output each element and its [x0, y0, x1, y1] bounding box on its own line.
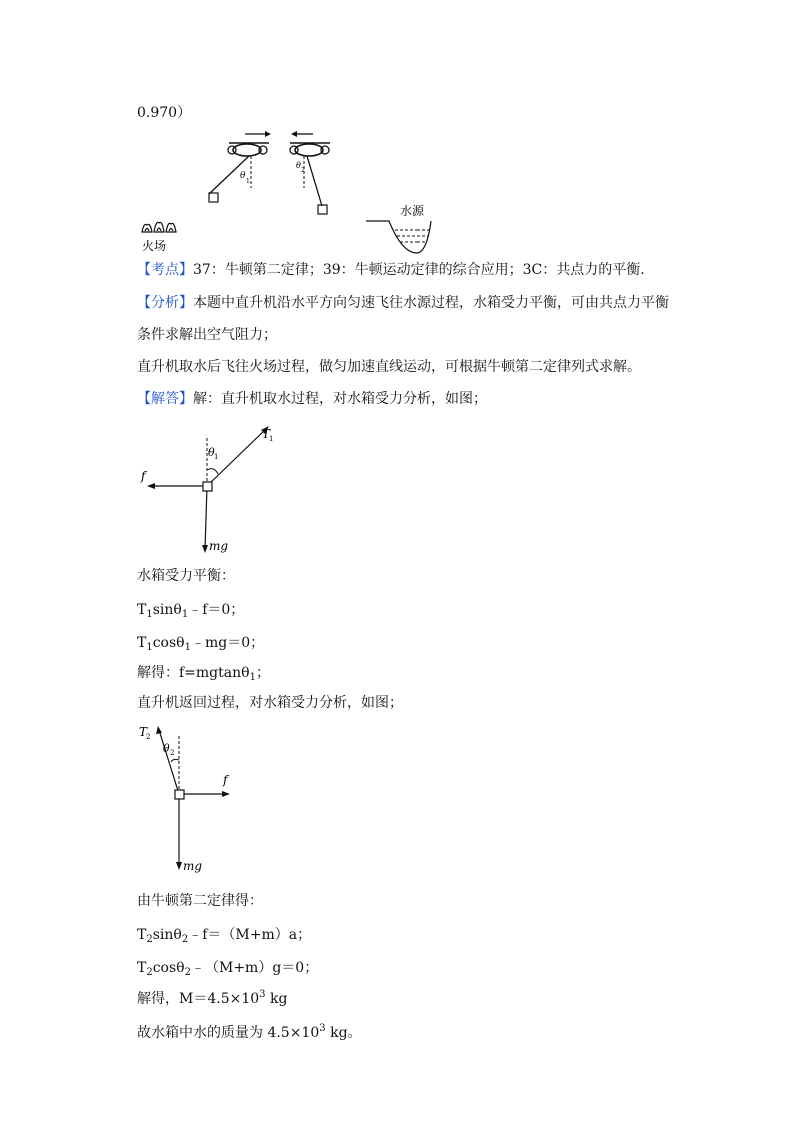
fig3-f: f: [223, 773, 228, 787]
fenxi-text1: 本题中直升机沿水平方向匀速飞往水源过程，水箱受力平衡，可由共点力平衡: [193, 295, 669, 311]
fig3-theta-sub: 2: [170, 749, 175, 757]
kaodian-line: [137, 261, 645, 279]
jieda-line: [137, 390, 487, 408]
fire-label: 火场: [142, 239, 167, 253]
force-diagram-2: [137, 722, 247, 877]
return-text: 直升机返回过程，对水箱受力分析，如图；: [137, 695, 403, 711]
fig3-T: T: [139, 725, 148, 739]
water-pond-edge: [417, 126, 437, 256]
fire-icon: [142, 222, 176, 232]
kaodian-text: 37：牛顿第二定律；39：牛顿运动定律的综合应用；3C：共点力的平衡.: [193, 262, 645, 278]
fig3-T-sub: 2: [146, 733, 151, 741]
fig3-mg: mg: [183, 859, 203, 873]
fig2-f: f: [141, 469, 146, 483]
fig2-theta: θ: [208, 446, 215, 459]
eq4: $T_2\sin\theta_2﹣f=(M+m)a$；: [137, 927, 312, 945]
fig1-theta2-sub: 2: [301, 167, 305, 174]
force-diagram-1: [137, 418, 297, 563]
eq5: $T_2\cos\theta_2﹣(M+m)g=0$；: [137, 960, 319, 978]
eq1: $T_1\sin\theta_1﹣f=0$；: [137, 602, 245, 620]
fig1-theta1: θ: [240, 171, 246, 181]
fig3-theta: θ: [163, 742, 170, 755]
kaodian-tag: 【考点】: [137, 262, 193, 278]
fenxi-tag: 【分析】: [137, 295, 193, 311]
water-pond-icon: [366, 221, 417, 253]
fig2-T: T: [262, 427, 271, 441]
water-box-2: [318, 205, 327, 214]
balance-label: 水箱受力平衡：: [137, 568, 235, 584]
eq2: $T_1\cos\theta_1﹣mg=0$；: [137, 635, 265, 653]
water-label: 水源: [400, 204, 425, 218]
fig2-mg: mg: [209, 539, 229, 553]
helicopter-1-icon: [228, 143, 269, 156]
fig2-T-sub: 1: [269, 435, 274, 443]
svg-text:θ: θ: [296, 161, 301, 170]
helicopter-figure: [137, 126, 425, 256]
eq6: 解得，$M=4.5\times 10^3$ kg: [137, 989, 288, 1007]
fenxi-line3: 直升机取水后飞往火场过程，做匀加速直线运动，可根据牛顿第二定律列式求解。: [137, 359, 641, 375]
fig1-theta1-sub: 1: [246, 178, 250, 185]
water-box-1: [209, 193, 218, 202]
eq3: 解得：f=mgtanθ$_1$；: [137, 665, 270, 683]
fenxi-line2: 条件求解出空气阻力；: [137, 327, 277, 343]
fenxi-line1: [137, 294, 669, 312]
jieda-tag: 【解答】: [137, 391, 193, 407]
eq7: 故水箱中水的质量为 $4.5\times 10^3$ kg。: [137, 1023, 362, 1041]
jieda-text: 解：直升机取水过程，对水箱受力分析，如图；: [193, 391, 487, 407]
fig2-theta-sub: 1: [214, 453, 219, 461]
helicopter-2-icon: [290, 143, 330, 156]
top-value: 0.970）: [137, 105, 192, 121]
newton-label: 由牛顿第二定律得：: [137, 893, 263, 909]
